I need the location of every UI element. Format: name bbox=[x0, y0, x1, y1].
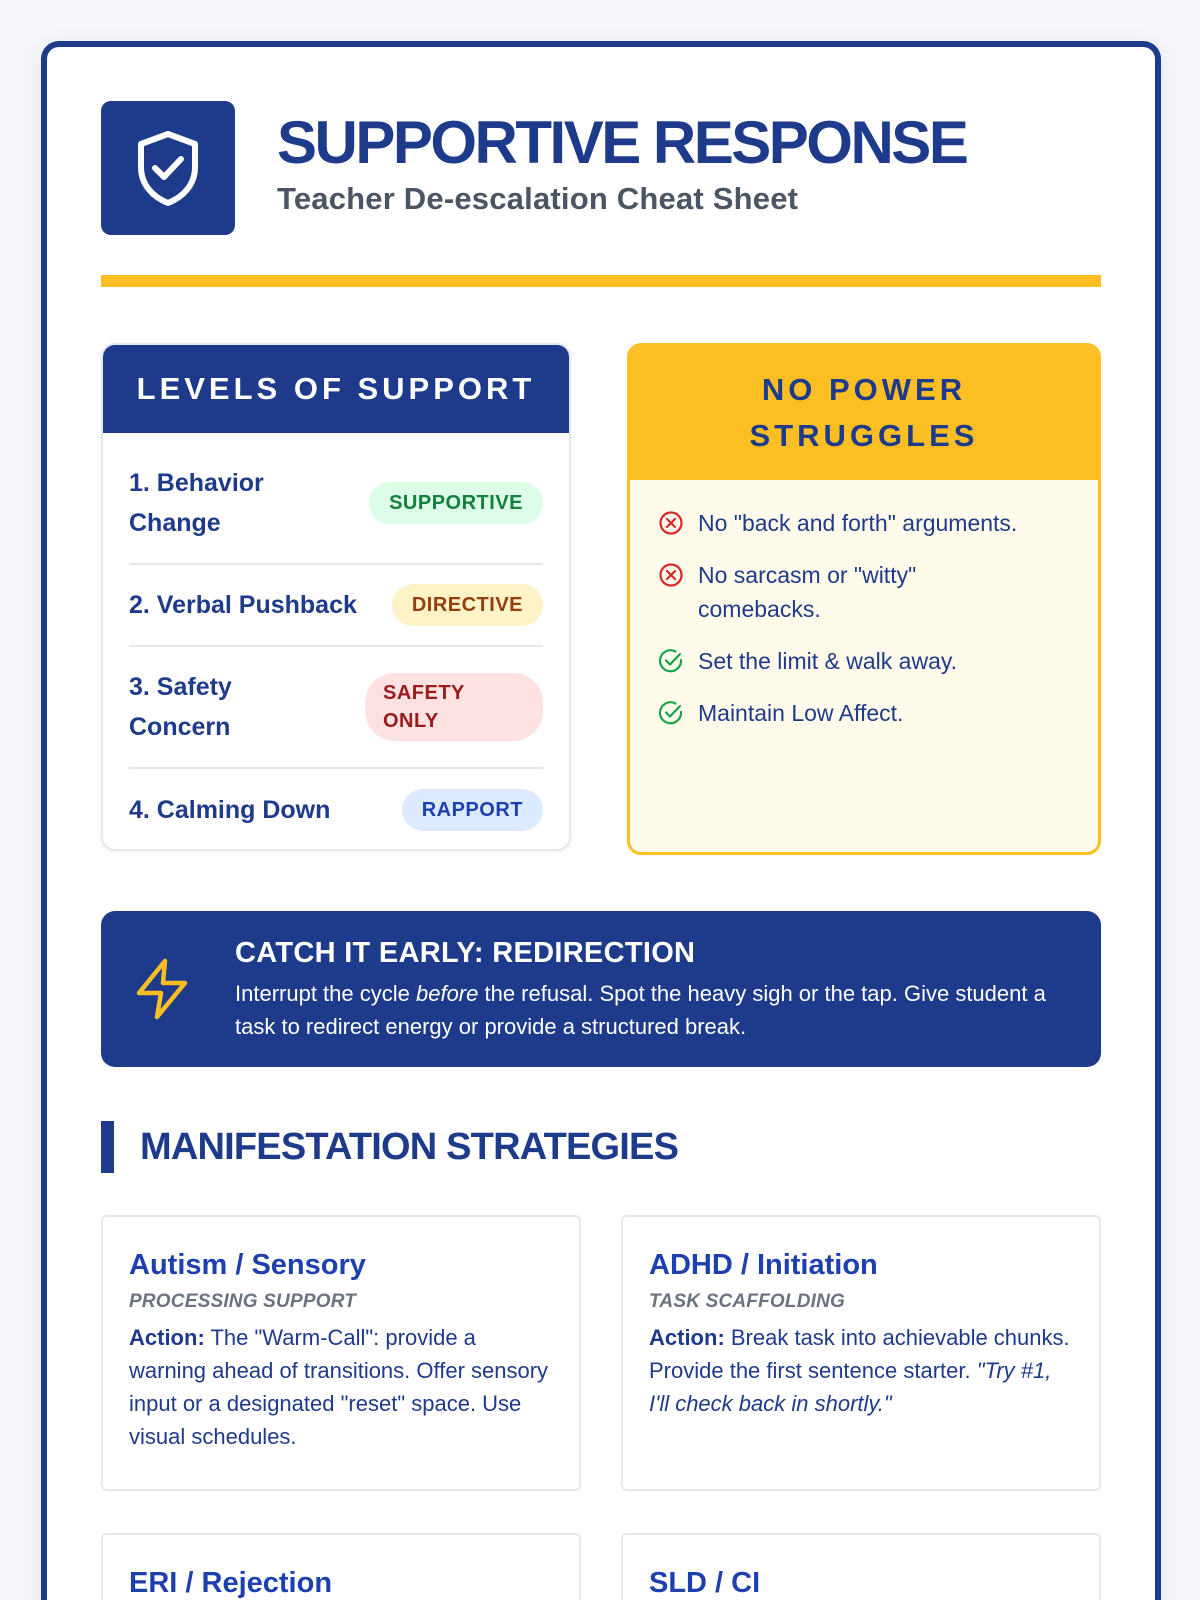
catch-body bbox=[235, 977, 1065, 1043]
top-row bbox=[101, 343, 1101, 855]
section-accent-bar bbox=[101, 1121, 114, 1173]
level-badge: SUPPORTIVE bbox=[369, 482, 543, 524]
no-power-heading-text: NO POWER STRUGGLES bbox=[749, 372, 979, 453]
card-body bbox=[649, 1321, 1073, 1420]
card-body bbox=[129, 1321, 553, 1453]
strategy-card bbox=[621, 1533, 1101, 1600]
level-row bbox=[129, 769, 543, 851]
level-label: 3. Safety Concern bbox=[129, 673, 232, 741]
no-power-struggles-panel bbox=[627, 343, 1101, 855]
level-label: 4. Calming Down bbox=[129, 796, 331, 824]
strategy-card bbox=[101, 1533, 581, 1600]
lightning-bolt-icon bbox=[131, 957, 193, 1021]
list-item bbox=[658, 696, 1070, 730]
no-power-item-text: Maintain Low Affect. bbox=[698, 700, 904, 726]
header-divider bbox=[101, 275, 1101, 287]
no-power-item-text: No "back and forth" arguments. bbox=[698, 510, 1018, 536]
catch-body-emphasis: before bbox=[415, 981, 479, 1006]
card-quote: "Try #1, I'll check back in shortly." bbox=[649, 1358, 1052, 1416]
header bbox=[101, 101, 1101, 235]
card-title: Autism / Sensory bbox=[129, 1249, 366, 1281]
levels-list bbox=[103, 433, 569, 851]
level-row bbox=[129, 647, 543, 769]
page-title: SUPPORTIVE RESPONSE bbox=[277, 109, 967, 176]
header-titles bbox=[277, 109, 967, 217]
level-label: 1. Behavior Change bbox=[129, 469, 264, 537]
no-power-item-text: Set the limit & walk away. bbox=[698, 648, 958, 674]
no-power-heading bbox=[630, 346, 1098, 480]
sheet-content bbox=[101, 101, 1101, 1600]
check-circle-icon bbox=[658, 648, 684, 674]
page-subtitle: Teacher De-escalation Cheat Sheet bbox=[277, 181, 799, 216]
strategies-header bbox=[101, 1121, 1101, 1173]
level-badge: RAPPORT bbox=[402, 789, 543, 831]
catch-body-post: the refusal. Spot the heavy sigh or the tap. Give student a task to redirect energy or provide a structured break. bbox=[235, 981, 1046, 1039]
levels-of-support-panel bbox=[101, 343, 571, 851]
card-body-text: Break task into achievable chunks. Provide the first sentence starter. bbox=[649, 1325, 1070, 1383]
list-item bbox=[658, 558, 1070, 626]
x-circle-icon bbox=[658, 510, 684, 536]
strategy-card bbox=[101, 1215, 581, 1491]
list-item bbox=[658, 644, 1070, 678]
card-title: ADHD / Initiation bbox=[649, 1249, 878, 1281]
level-row bbox=[129, 443, 543, 565]
no-power-list bbox=[630, 480, 1098, 730]
level-badge: DIRECTIVE bbox=[392, 584, 543, 626]
strategy-card bbox=[621, 1215, 1101, 1491]
strategies-title: MANIFESTATION STRATEGIES bbox=[140, 1125, 679, 1168]
card-subtitle: TASK SCAFFOLDING bbox=[649, 1291, 846, 1312]
level-row bbox=[129, 565, 543, 647]
card-action-label: Action: bbox=[129, 1325, 205, 1350]
cheat-sheet-card bbox=[41, 41, 1161, 1600]
card-title: ERI / Rejection bbox=[129, 1567, 333, 1599]
levels-heading: LEVELS OF SUPPORT bbox=[103, 345, 569, 433]
card-body-text: The "Warm-Call": provide a warning ahead of transitions. Offer sensory input or a designated "reset" space. Use visual schedules. bbox=[129, 1325, 549, 1449]
level-badge: SAFETY ONLY bbox=[365, 673, 543, 741]
level-label: 2. Verbal Pushback bbox=[129, 591, 357, 619]
no-power-item-text: No sarcasm or "witty" comebacks. bbox=[698, 562, 917, 622]
strategy-cards bbox=[101, 1215, 1101, 1600]
card-action-label: Action: bbox=[649, 1325, 725, 1350]
check-circle-icon bbox=[658, 700, 684, 726]
shield-check-icon bbox=[101, 101, 235, 235]
x-circle-icon bbox=[658, 562, 684, 588]
catch-body-pre: Interrupt the cycle bbox=[235, 981, 416, 1006]
card-title: SLD / CI bbox=[649, 1567, 761, 1599]
card-subtitle: PROCESSING SUPPORT bbox=[129, 1291, 357, 1312]
catch-title: CATCH IT EARLY: REDIRECTION bbox=[235, 937, 696, 969]
catch-it-early-banner bbox=[101, 911, 1101, 1067]
list-item bbox=[658, 506, 1070, 540]
